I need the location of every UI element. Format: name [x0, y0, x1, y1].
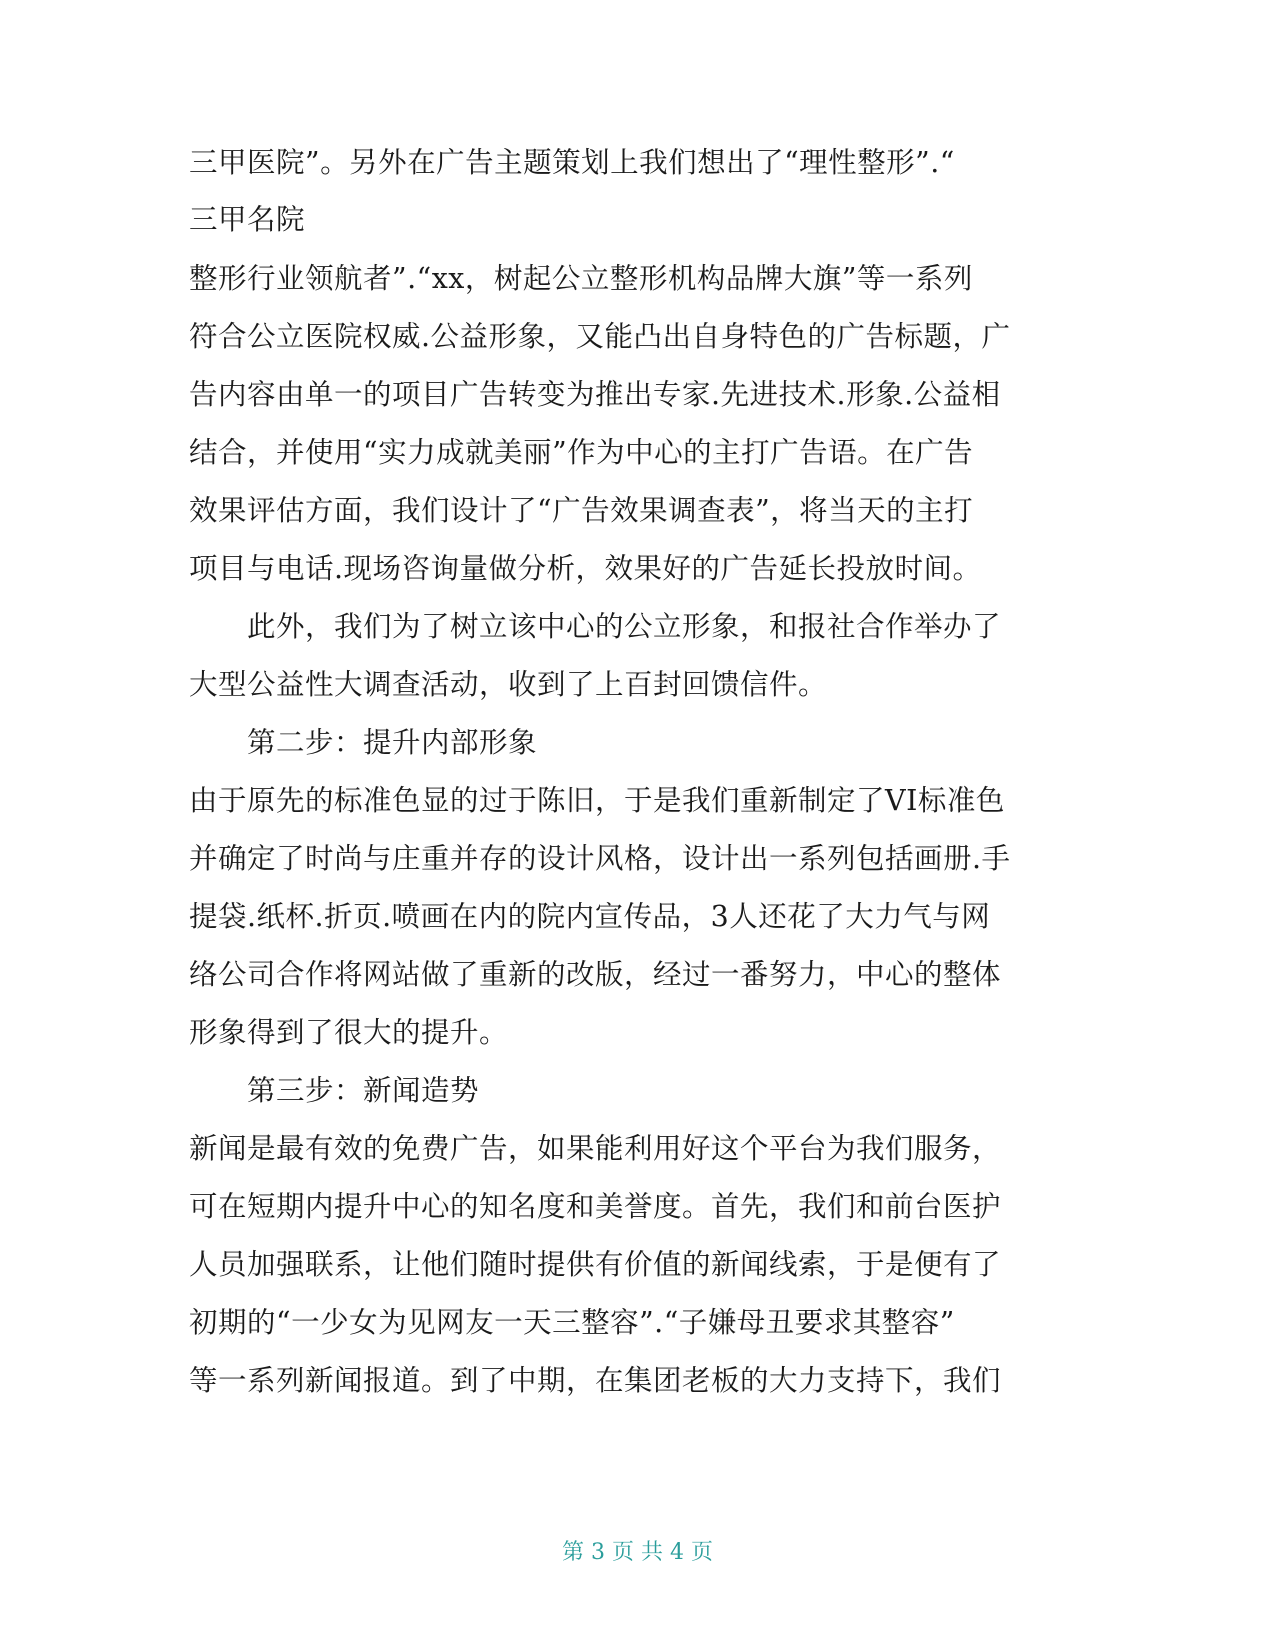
text-line: 并确定了时尚与庄重并存的设计风格，设计出一系列包括画册.手: [189, 842, 1011, 875]
text-line: 初期的“一少女为见网友一天三整容”.“子嫌母丑要求其整容”: [189, 1306, 955, 1339]
text-line: 三甲医院”。另外在广告主题策划上我们想出了“理性整形”.“: [189, 146, 955, 179]
text-line: 项目与电话.现场咨询量做分析，效果好的广告延长投放时间。: [189, 552, 982, 585]
text-line: 三甲名院: [189, 203, 306, 236]
text-line: 形象得到了很大的提升。: [189, 1016, 509, 1049]
text-line: 络公司合作将网站做了重新的改版，经过一番努力，中心的整体: [189, 958, 1002, 991]
text-line: 新闻是最有效的免费广告，如果能利用好这个平台为我们服务，: [189, 1132, 1002, 1165]
text-line: 效果评估方面，我们设计了“广告效果调查表”，将当天的主打: [189, 494, 974, 527]
text-line: 等一系列新闻报道。到了中期，在集团老板的大力支持下，我们: [189, 1364, 1002, 1397]
section-heading: 第二步：提升内部形象: [247, 726, 538, 759]
page-number-footer: 第 3 页 共 4 页: [562, 1540, 713, 1565]
text-line: 告内容由单一的项目广告转变为推出专家.先进技术.形象.公益相: [189, 378, 1001, 411]
section-heading: 第三步：新闻造势: [247, 1074, 480, 1107]
text-line: 大型公益性大调查活动，收到了上百封回馈信件。: [189, 668, 828, 701]
text-line: 提袋.纸杯.折页.喷画在内的院内宣传品，3人还花了大力气与网: [189, 900, 991, 933]
text-line: 可在短期内提升中心的知名度和美誉度。首先，我们和前台医护: [189, 1190, 1002, 1223]
text-line: 结合，并使用“实力成就美丽”作为中心的主打广告语。在广告: [189, 436, 974, 469]
text-line: 整形行业领航者”.“xx，树起公立整形机构品牌大旗”等一系列: [189, 262, 973, 295]
text-line: 由于原先的标准色显的过于陈旧，于是我们重新制定了VI标准色: [189, 784, 1005, 817]
text-line: 人员加强联系，让他们随时提供有价值的新闻线索，于是便有了: [189, 1248, 1002, 1281]
paragraph-first-line: 此外，我们为了树立该中心的公立形象，和报社合作举办了: [247, 610, 1002, 643]
text-line: 符合公立医院权威.公益形象，又能凸出自身特色的广告标题，广: [189, 320, 1011, 353]
